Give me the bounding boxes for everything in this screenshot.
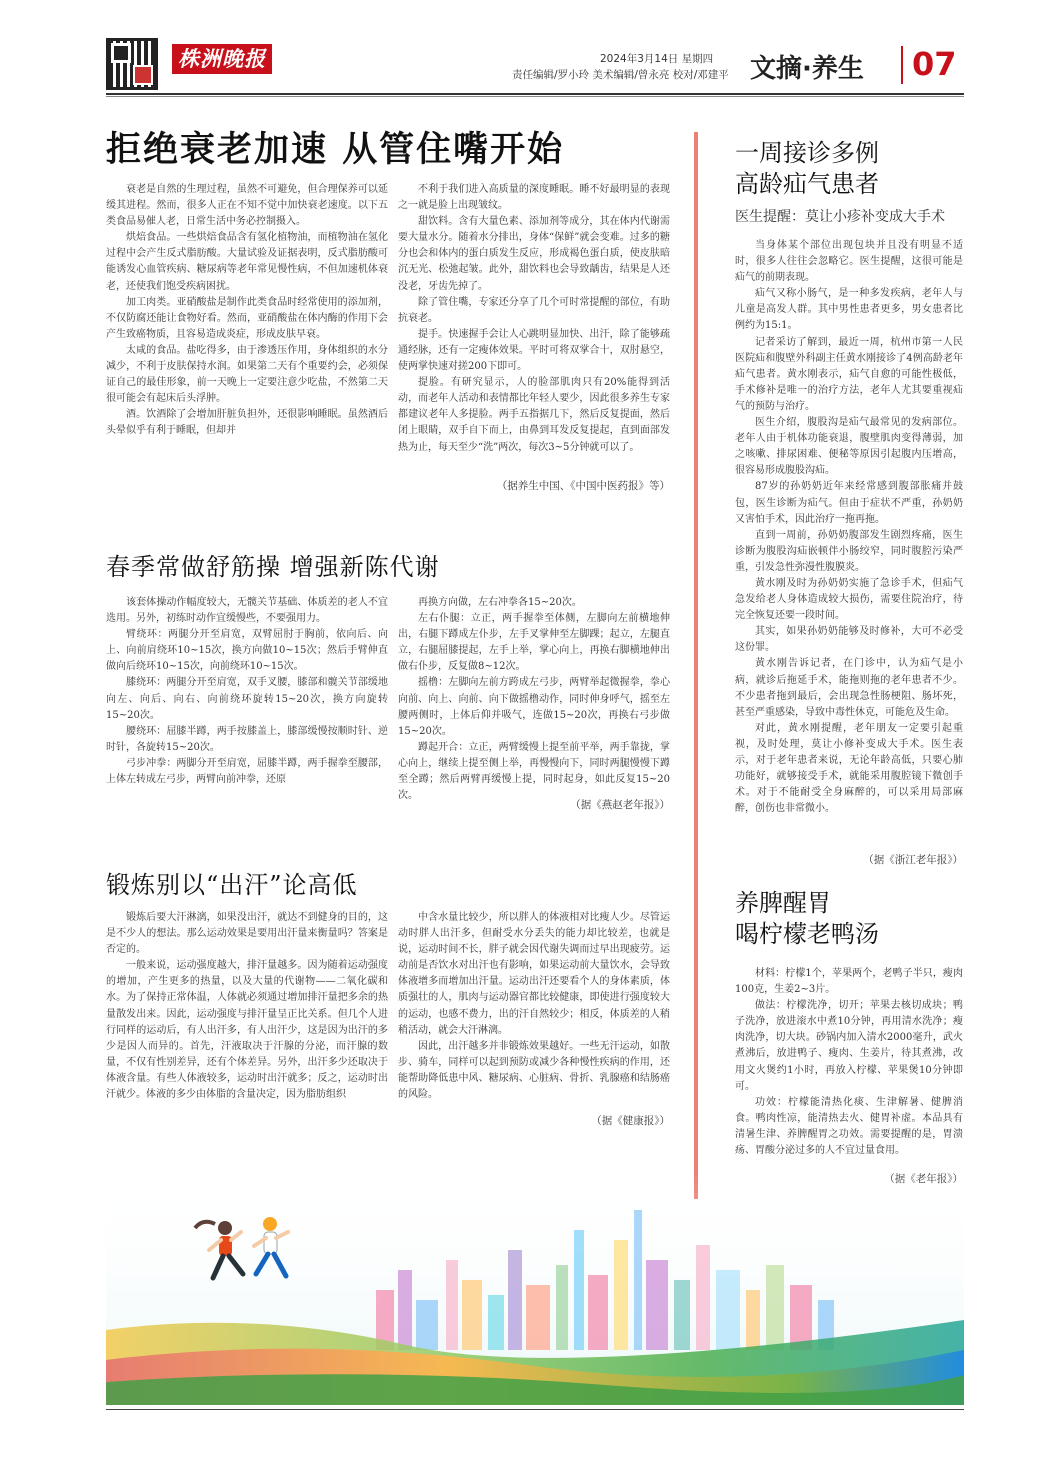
paragraph: 烘焙食品。一些烘焙食品含有氢化植物油，而植物油在氢化过程中会产生反式脂肪酸。大量试验及证据表明，反式脂肪酸可能诱发心血管疾病、糖尿病等老年常见慢性病，不但加速机体衰老，还使我们饱受疾病困扰。 xyxy=(106,232,388,292)
header-rule-thin xyxy=(106,96,964,97)
header-rule xyxy=(106,93,964,95)
article1-col1 xyxy=(106,182,388,440)
paragraph: 87岁的孙奶奶近年来经常感到腹部胀痛并鼓包，医生诊断为疝气。但由于症状不严重，孙奶奶又害怕手术，因此治疗一拖再拖。 xyxy=(735,481,963,525)
paragraph: 其实，如果孙奶奶能够及时修补，大可不必受这份罪。 xyxy=(735,626,963,654)
article4-title xyxy=(735,138,879,200)
article1-source: （据养生中国、《中国中医药报》等） xyxy=(496,480,670,492)
article3-col1 xyxy=(106,910,388,1103)
article4-body xyxy=(735,238,963,817)
paragraph: 锻炼后要大汗淋漓，如果没出汗，就达不到健身的目的，这是不少人的想法。那么运动效果是要用出汗量来衡量吗？答案是否定的。 xyxy=(106,912,388,956)
paragraph: 医生介绍，腹股沟是疝气最常见的发病部位。老年人由于机体功能衰退，腹壁肌肉变得薄弱，加之咳嗽、排尿困难、便秘等原因引起腹内压增高，很容易形成腹股沟疝。 xyxy=(735,417,963,477)
qr-code-icon xyxy=(106,38,158,90)
paragraph: 太咸的食品。盐吃得多，由于渗透压作用，身体组织的水分减少，不利于皮肤保持水润。如果第二天有个重要约会，必须保证自己的最佳形象，前一天晚上一定要注意少吃盐，不然第二天很可能会有起床后头浮肿。 xyxy=(106,344,388,405)
footer-rule xyxy=(106,1409,964,1410)
paragraph: 当身体某个部位出现包块并且没有明显不适时，很多人往往会忽略它。医生提醒，这很可能是疝气的前期表现。 xyxy=(735,240,963,284)
paragraph: 甜饮料。含有大量色素、添加剂等成分，其在体内代谢需要大量水分。随着水分排出，身体“保鲜”就会变难。过多的糖分也会和体内的蛋白质发生反应，形成褐色蛋白质，使皮肤暗沉无光、松弛起皱。此外，甜饮料也会导致龋齿，结果是人还没老，牙齿先掉了。 xyxy=(398,216,670,292)
paragraph: 腰绕环：屈膝半蹲，两手按膝盖上，膝部缓慢按顺时针、逆时针，各旋转15~20次。 xyxy=(106,725,388,753)
article3-col2 xyxy=(398,910,670,1103)
paragraph: 疝气又称小肠气，是一种多发疾病，老年人与儿童是高发人群。其中男性患者更多，男女患者比例约为15:1。 xyxy=(735,288,963,332)
paragraph: 对此，黄水刚提醒，老年朋友一定要引起重视，及时处理，莫让小修补变成大手术。医生表示，对于老年患者来说，无论年龄高低，只要心肺功能好，就够接受手术，就能采用腹腔镜下微创手术。对于不能耐受全身麻醉的，可以采用局部麻醉，创伤也非常微小。 xyxy=(735,722,963,815)
paragraph: 不利于我们进入高质量的深度睡眠。睡不好最明显的表现之一就是脸上出现皱纹。 xyxy=(398,184,670,212)
paragraph: 黄水刚及时为孙奶奶实施了急诊手术，但疝气急发给老人身体造成较大损伤，需要住院治疗，待完全恢复还要一段时间。 xyxy=(735,577,963,622)
section-divider xyxy=(901,46,903,84)
paragraph: 提脸。有研究显示，人的脸部肌肉只有20%能得到活动，而老年人活动和表情都比年轻人要少，因此很多养生专家都建议老年人多提脸。两手五指据几下，然后反复提面，然后闭上眼睛，双手自下而上，由鼻到耳发反复提起，直到面部发热为止，每天至少“洗”两次，每次3~5分钟就可以了。 xyxy=(398,377,670,453)
article2-title: 春季常做舒筋操 增强新陈代谢 xyxy=(106,553,440,581)
article2-col2 xyxy=(398,595,670,804)
paragraph: 直到一周前，孙奶奶腹部发生剧烈疼痛，医生诊断为腹股沟疝嵌顿伴小肠绞窄，同时腹腔污染严重，引发急性弥漫性腹膜炎。 xyxy=(735,529,963,573)
section-title: 文摘·养生 xyxy=(750,54,864,84)
article2-col1 xyxy=(106,595,388,788)
article4-title-line1: 一周接诊多例 xyxy=(735,139,879,167)
runners-city-illustration xyxy=(106,1170,964,1405)
article3-title: 锻炼别以“出汗”论高低 xyxy=(106,871,358,899)
article1-title: 拒绝衰老加速 从管住嘴开始 xyxy=(106,130,565,170)
paragraph: 除了管住嘴，专家还分享了几个可时常提醒的部位，有助抗衰老。 xyxy=(398,296,670,324)
paragraph: 黄水刚告诉记者，在门诊中，认为疝气是小病，就诊后拖延手术，能拖则拖的老年患者不少。不少患者拖到最后，会出现急性肠梗阻、肠坏死，甚至严重感染，导致中毒性休克，可能危及生命。 xyxy=(735,658,963,718)
article4-title-line2: 高龄疝气患者 xyxy=(735,170,879,198)
date-line: 2024年3月14日 星期四 xyxy=(600,53,714,65)
paragraph: 记者采访了解到，最近一周，杭州市第一人民医院疝和腹壁外科副主任黄水刚接诊了4例高龄老年疝气患者。黄水刚表示，疝气自愈的可能性极低，手术修补是唯一的治疗方法，老年人尤其要重视疝气的预防与治疗。 xyxy=(735,336,963,412)
article2-source: （据《燕赵老年报》） xyxy=(570,799,670,811)
article5-title-line2: 喝柠檬老鸭汤 xyxy=(735,920,879,948)
paragraph: 酒。饮酒除了会增加肝脏负担外，还很影响睡眠。虽然酒后头晕似乎有利于睡眠，但却并 xyxy=(106,409,388,437)
paragraph: 提手。快速握手会让人心跳明显加快、出汗，除了能够疏通经脉，还有一定瘦体效果。平时可将双掌合十，双肘悬空，使两掌快速对搓200下即可。 xyxy=(398,328,670,373)
column-accent-bar xyxy=(694,132,698,1199)
paragraph: 臂绕环：两腿分开至肩宽，双臂屈肘于胸前，依向后、向上、向前肩绕环10~15次，换方向做10~15次；然后手臂伸直做向后绕环10~15次，向前绕环10~15次。 xyxy=(106,629,388,673)
paragraph: 膝绕环：两腿分开至肩宽，双手叉腰，膝部和髋关节部缓地向左、向后、向右、向前绕环旋转15~20次，换方向旋转15~20次。 xyxy=(106,677,388,721)
article5-body xyxy=(735,966,963,1159)
article5-title-line1: 养脾醒胃 xyxy=(735,889,831,917)
paragraph: 中含水量比较少，所以胖人的体液相对比瘦人少。尽管运动时胖人出汗多，但耐受水分丢失的能力却比较差，也就是说，运动时间不长，胖子就会因代谢失调而过早出现疲劳。运动前是否饮水对出汗也有影响，如果运动前大量饮水，会导致体液增多而增加出汗量。运动出汗还要看个人的身体素质，体质强壮的人，肌肉与运动器官都比较健康，即使进行强度较大的运动，也感不费力，出的汗自然较少；相反，体质差的人稍稍活动，就会大汗淋漓。 xyxy=(398,912,670,1036)
paragraph: 功效：柠檬能清热化痰、生津解暑、健脾消食。鸭肉性凉，能清热去火、健胃补虚。本品具有清暑生津、养脾醒胃之功效。需要提醒的是，胃溃疡、胃酸分泌过多的人不宜过量食用。 xyxy=(735,1096,963,1157)
editors-line: 责任编辑/罗小玲 美术编辑/曾永亮 校对/邓建平 xyxy=(512,69,729,81)
paragraph: 衰老是自然的生理过程，虽然不可避免，但合理保养可以延缓其进程。然而，很多人正在不知不觉中加快衰老速度。以下五类食品易催人老，日常生活中务必控制摄入。 xyxy=(106,184,388,228)
paragraph: 材料：柠檬1个，苹果两个，老鸭子半只，瘦肉100克，生姜2~3片。 xyxy=(735,968,963,996)
paragraph: 一般来说，运动强度越大，排汗量越多。因为随着运动强度的增加，产生更多的热量，以及大量的代谢物——二氧化碳和水。为了保持正常体温，人体就必须通过增加排汗量把多余的热量散发出来。因此，运动强度与排汗量呈正比关系。但几个人进行同样的运动后，有人出汗多，有人出汗少，这是因为出汗的多少是因人而异的。首先，汗液取决于汗腺的分泌，而汗腺的数量，不仅有性别差异，还有个体差异。另外，出汗多少还取决于体液含量。有些人体液较多，运动时出汗就多；反之，运动时出汗就少。体液的多少由体脂的含量决定，因为脂肪组织 xyxy=(106,960,388,1101)
page-number: 07 xyxy=(912,45,957,83)
paragraph: 再换方向做，左右冲拳各15~20次。 xyxy=(418,597,582,608)
article1-col2 xyxy=(398,182,670,456)
paragraph: 加工肉类。亚硝酸盐是制作此类食品时经常使用的添加剂，不仅防腐还能让食物好看。然而，亚硝酸盐在体内酶的作用下会产生致癌物质，且容易造成炎症，形成皮肤早衰。 xyxy=(106,296,388,340)
article4-subtitle: 医生提醒：莫让小疹补变成大手术 xyxy=(735,209,945,225)
paragraph: 因此，出汗越多并非锻炼效果越好。一些无汗运动，如散步、骑车，同样可以起到预防或减少各种慢性疾病的作用，还能帮助降低患中风、糖尿病、心脏病、骨折、乳腺癌和结肠癌的风险。 xyxy=(398,1040,670,1101)
paragraph: 做法：柠檬洗净，切开；苹果去核切成块；鸭子洗净，放进滚水中煮10分钟，再用清水洗净；瘦肉洗净，切大块。砂锅内加入清水2000毫升，武火煮沸后，放进鸭子、瘦肉、生姜片，待其煮沸，改用文火煲约1小时，再放入柠檬、苹果煲10分钟即可。 xyxy=(735,1000,963,1092)
paragraph: 该套体操动作幅度较大，无髋关节基础、体质差的老人不宜选用。另外，初练时动作宜缓慢些，不要强用力。 xyxy=(106,597,388,625)
article3-source: （据《健康报》） xyxy=(591,1115,670,1127)
paragraph: 弓步冲拳：两脚分开至肩宽，屈膝半蹲，两手握拳至腰部，上体左转成左弓步，两臂向前冲拳，还原 xyxy=(106,757,388,786)
article5-title xyxy=(735,888,879,950)
paragraph: 左右仆腿：立正，两手握拳至体侧，左脚向左前横地伸出，右腿下蹲成左仆步，左手叉掌伸至左脚踝；起立，左腿直立，右腿屈膝提起，左手上举，掌心向上，再换右脚横地伸出做右仆步，反复做8~12次。 xyxy=(398,613,670,673)
article4-source: （据《浙江老年报》） xyxy=(863,854,963,866)
paragraph: 蹲起开合：立正，两臂缓慢上提至前平举，两手靠拢，掌心向上，继续上提至侧上举，再慢慢向下，同时两腿慢慢下蹲至全蹲；然后两臂再缓慢上提，同时起身，如此反复15~20次。 xyxy=(398,741,670,802)
newspaper-logo: 株洲晚报 xyxy=(172,44,272,74)
paragraph: 摇橹：左脚向左前方跨成左弓步，两臂举起微握拳，拳心向前、向上、向前、向下做摇橹动作，同时伸身呼气，摇至左腰两侧时，上体后仰并吸气，连做15~20次，再换右弓步做15~20次。 xyxy=(398,677,670,737)
